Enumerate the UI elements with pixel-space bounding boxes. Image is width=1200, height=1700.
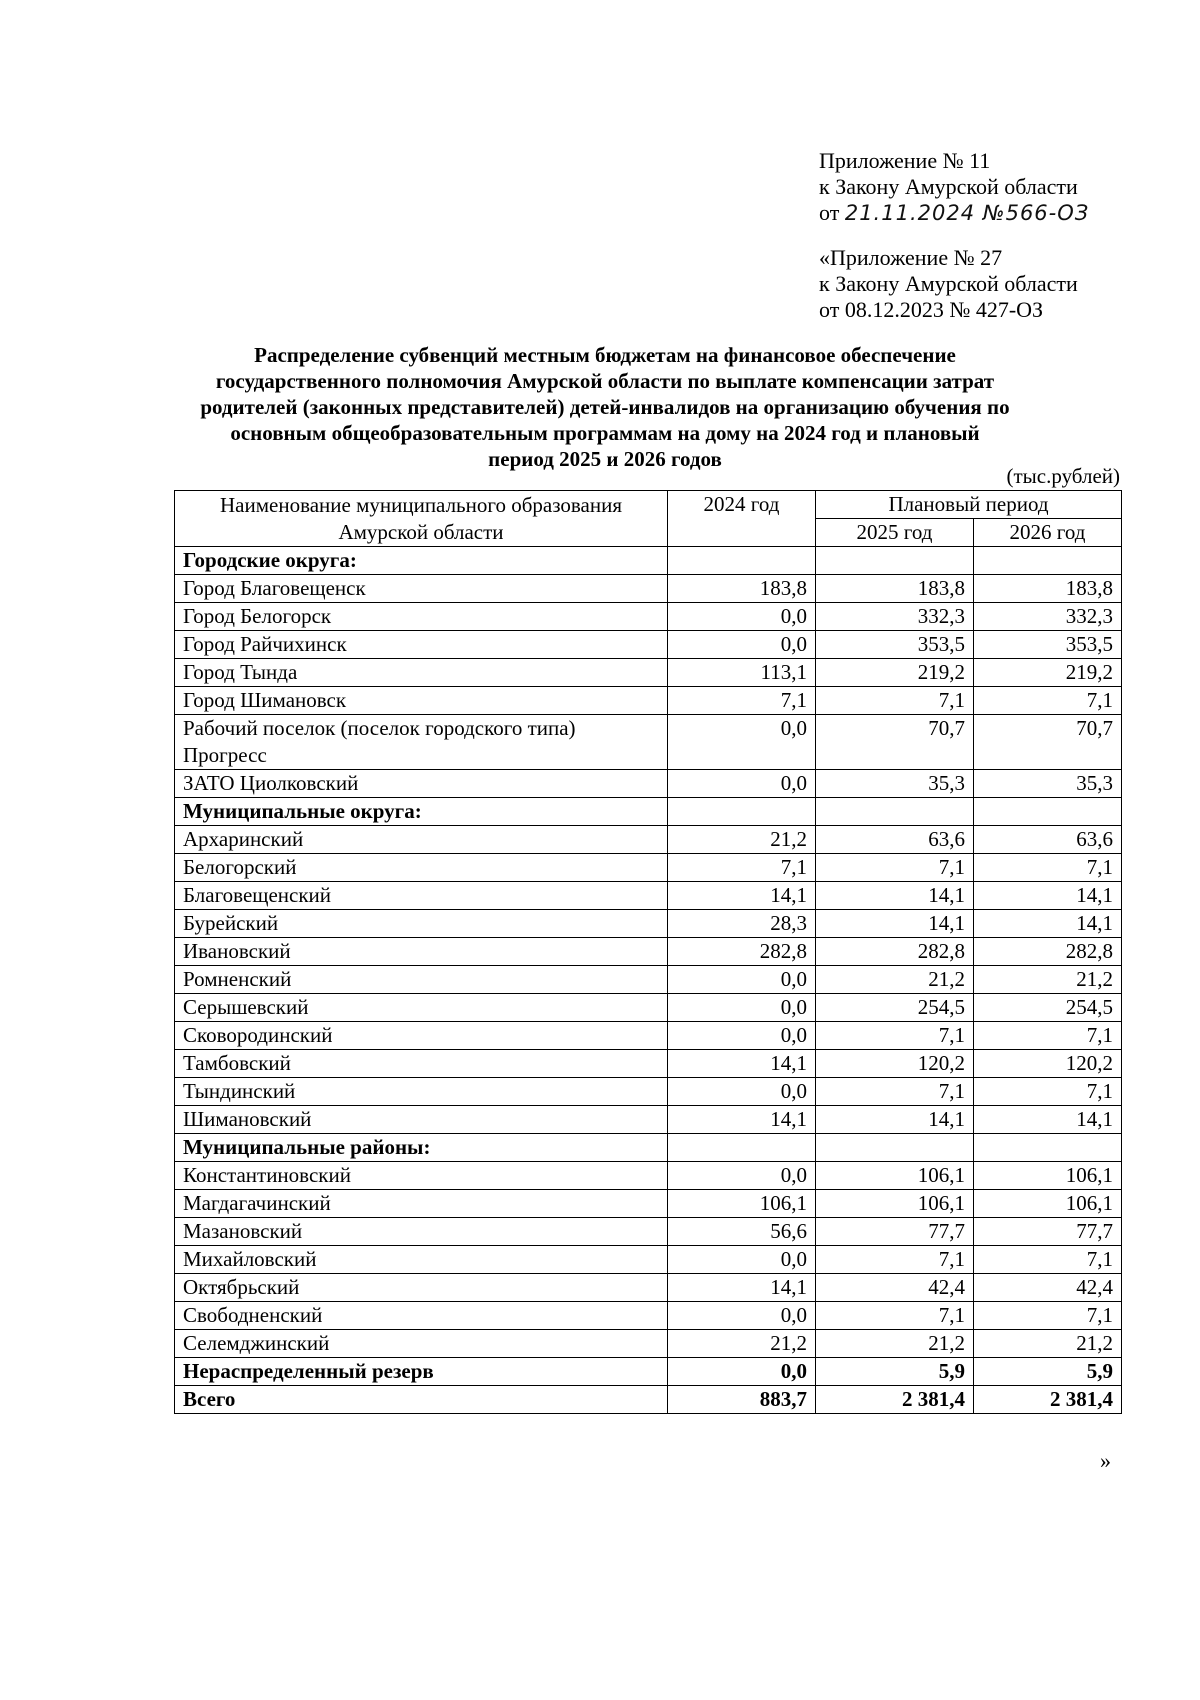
cell-2025: 120,2 (816, 1050, 974, 1078)
table-group-row (175, 798, 1122, 826)
cell-2026: 5,9 (974, 1358, 1122, 1386)
cell-2026: 183,8 (974, 575, 1122, 603)
cell-2026: 70,7 (974, 715, 1122, 770)
cell-2025: 7,1 (816, 687, 974, 715)
header-2024: 2024 год (668, 491, 816, 547)
cell-2025: 42,4 (816, 1274, 974, 1302)
cell-2026: 7,1 (974, 1078, 1122, 1106)
cell-2024: 7,1 (668, 687, 816, 715)
cell-2026: 35,3 (974, 770, 1122, 798)
cell-2026: 120,2 (974, 1050, 1122, 1078)
document-title (140, 342, 1070, 472)
cell-2024: 21,2 (668, 826, 816, 854)
table-row (175, 1246, 1122, 1274)
table-row (175, 575, 1122, 603)
cell-2025: 7,1 (816, 1246, 974, 1274)
cell-2026: 14,1 (974, 1106, 1122, 1134)
cell-2026: 7,1 (974, 1246, 1122, 1274)
table-row (175, 910, 1122, 938)
cell-municipality: Город Тында (175, 659, 668, 687)
cell-2025: 106,1 (816, 1162, 974, 1190)
cell-2024: 14,1 (668, 1050, 816, 1078)
cell-municipality: Константиновский (175, 1162, 668, 1190)
cell-2025: 219,2 (816, 659, 974, 687)
table-row (175, 1050, 1122, 1078)
cell-2024: 0,0 (668, 1078, 816, 1106)
cell-2025: 14,1 (816, 1106, 974, 1134)
cell-2024: 0,0 (668, 1246, 816, 1274)
cell-2024: 0,0 (668, 631, 816, 659)
header-2025: 2025 год (816, 519, 974, 547)
table-row (175, 1162, 1122, 1190)
cell-2025: 70,7 (816, 715, 974, 770)
cell-2024: 28,3 (668, 910, 816, 938)
cell-2026: 14,1 (974, 910, 1122, 938)
title-line-5: период 2025 и 2026 годов (488, 447, 722, 471)
cell-2024 (668, 798, 816, 826)
prior-appendix-line-1: «Приложение № 27 (819, 245, 1003, 270)
cell-2024: 14,1 (668, 882, 816, 910)
cell-municipality: Бурейский (175, 910, 668, 938)
cell-municipality: Муниципальные округа: (175, 798, 668, 826)
table-row (175, 1022, 1122, 1050)
cell-municipality: Ромненский (175, 966, 668, 994)
table-row (175, 659, 1122, 687)
cell-2024: 56,6 (668, 1218, 816, 1246)
cell-2026: 2 381,4 (974, 1386, 1122, 1414)
appendix-line-1: Приложение № 11 (819, 148, 991, 173)
cell-2024: 14,1 (668, 1274, 816, 1302)
cell-2026: 21,2 (974, 1330, 1122, 1358)
table-row (175, 631, 1122, 659)
table-row (175, 1218, 1122, 1246)
cell-municipality: Магдагачинский (175, 1190, 668, 1218)
cell-2026: 7,1 (974, 1022, 1122, 1050)
cell-2026 (974, 547, 1122, 575)
cell-municipality: Благовещенский (175, 882, 668, 910)
handwritten-date-number: 21.11.2024 №566-ОЗ (844, 201, 1090, 225)
cell-2026: 282,8 (974, 938, 1122, 966)
cell-municipality: Октябрьский (175, 1274, 668, 1302)
cell-municipality: Городские округа: (175, 547, 668, 575)
cell-2024: 0,0 (668, 603, 816, 631)
cell-municipality: Город Шимановск (175, 687, 668, 715)
cell-2024: 0,0 (668, 1302, 816, 1330)
cell-2024: 113,1 (668, 659, 816, 687)
cell-2025: 2 381,4 (816, 1386, 974, 1414)
cell-2026: 254,5 (974, 994, 1122, 1022)
prior-appendix-line-3: от 08.12.2023 № 427-ОЗ (819, 297, 1044, 322)
cell-municipality: Рабочий поселок (поселок городского типа) Прогресс (175, 715, 668, 770)
cell-2026: 353,5 (974, 631, 1122, 659)
header-municipality: Наименование муниципального образования Амурской области (175, 491, 668, 547)
cell-municipality: Город Белогорск (175, 603, 668, 631)
cell-municipality: ЗАТО Циолковский (175, 770, 668, 798)
cell-municipality: Тындинский (175, 1078, 668, 1106)
cell-2024: 883,7 (668, 1386, 816, 1414)
title-line-3: родителей (законных представителей) детей-инвалидов на организацию обучения по (200, 395, 1010, 419)
cell-municipality: Мазановский (175, 1218, 668, 1246)
cell-2024: 282,8 (668, 938, 816, 966)
table-row (175, 1078, 1122, 1106)
table-row (175, 603, 1122, 631)
cell-2024: 183,8 (668, 575, 816, 603)
cell-2025: 7,1 (816, 854, 974, 882)
cell-2024: 106,1 (668, 1190, 816, 1218)
cell-2024: 7,1 (668, 854, 816, 882)
cell-municipality: Селемджинский (175, 1330, 668, 1358)
cell-municipality: Сковородинский (175, 1022, 668, 1050)
table-row (175, 826, 1122, 854)
cell-2024: 21,2 (668, 1330, 816, 1358)
units-label: (тыс.рублей) (1006, 464, 1120, 488)
cell-municipality: Тамбовский (175, 1050, 668, 1078)
cell-2026: 106,1 (974, 1162, 1122, 1190)
cell-municipality: Шимановский (175, 1106, 668, 1134)
table-group-row (175, 547, 1122, 575)
cell-2025: 106,1 (816, 1190, 974, 1218)
cell-2026 (974, 1134, 1122, 1162)
cell-2025: 254,5 (816, 994, 974, 1022)
table-total-row (175, 1358, 1122, 1386)
closing-quote: » (1100, 1448, 1111, 1473)
table-total-row (175, 1386, 1122, 1414)
cell-2024: 0,0 (668, 1358, 816, 1386)
cell-municipality: Нераспределенный резерв (175, 1358, 668, 1386)
appendix-reference (819, 148, 1089, 226)
cell-2026: 21,2 (974, 966, 1122, 994)
cell-2024: 0,0 (668, 994, 816, 1022)
cell-2026: 77,7 (974, 1218, 1122, 1246)
title-line-2: государственного полномочия Амурской области по выплате компенсации затрат (215, 369, 995, 393)
cell-2025: 35,3 (816, 770, 974, 798)
cell-2026: 7,1 (974, 1302, 1122, 1330)
table-group-row (175, 1134, 1122, 1162)
table-row (175, 882, 1122, 910)
header-2026: 2026 год (974, 519, 1122, 547)
cell-2025 (816, 547, 974, 575)
cell-2025: 21,2 (816, 966, 974, 994)
appendix-date-prefix: от (819, 200, 840, 225)
cell-2024: 0,0 (668, 770, 816, 798)
cell-2025: 332,3 (816, 603, 974, 631)
cell-2025 (816, 1134, 974, 1162)
table-row (175, 687, 1122, 715)
cell-2025: 353,5 (816, 631, 974, 659)
subsidy-table (174, 490, 1122, 1414)
cell-2025: 183,8 (816, 575, 974, 603)
appendix-line-2: к Закону Амурской области (819, 174, 1078, 199)
cell-2024: 14,1 (668, 1106, 816, 1134)
cell-2026: 63,6 (974, 826, 1122, 854)
cell-2026: 42,4 (974, 1274, 1122, 1302)
title-line-1: Распределение субвенций местным бюджетам на финансовое обеспечение (254, 343, 956, 367)
cell-2024 (668, 1134, 816, 1162)
table-row (175, 1190, 1122, 1218)
cell-municipality: Свободненский (175, 1302, 668, 1330)
cell-2024: 0,0 (668, 715, 816, 770)
cell-2025: 7,1 (816, 1022, 974, 1050)
cell-2026: 7,1 (974, 687, 1122, 715)
cell-municipality: Серышевский (175, 994, 668, 1022)
table-row (175, 715, 1122, 770)
cell-2025: 21,2 (816, 1330, 974, 1358)
cell-2024: 0,0 (668, 966, 816, 994)
cell-municipality: Белогорский (175, 854, 668, 882)
title-line-4: основным общеобразовательным программам на дому на 2024 год и плановый (230, 421, 980, 445)
table-row (175, 994, 1122, 1022)
cell-2025: 14,1 (816, 882, 974, 910)
cell-2025: 63,6 (816, 826, 974, 854)
cell-2026: 14,1 (974, 882, 1122, 910)
cell-municipality: Ивановский (175, 938, 668, 966)
table-row (175, 854, 1122, 882)
cell-2024: 0,0 (668, 1022, 816, 1050)
table-body (175, 547, 1122, 1414)
cell-municipality: Город Райчихинск (175, 631, 668, 659)
cell-2025: 77,7 (816, 1218, 974, 1246)
cell-2026: 7,1 (974, 854, 1122, 882)
table-row (175, 1330, 1122, 1358)
cell-municipality: Всего (175, 1386, 668, 1414)
cell-2025: 7,1 (816, 1078, 974, 1106)
cell-2026: 106,1 (974, 1190, 1122, 1218)
appendix-line-3 (819, 200, 1089, 226)
header-planned-period: Плановый период (816, 491, 1122, 519)
cell-2024: 0,0 (668, 1162, 816, 1190)
cell-2025: 7,1 (816, 1302, 974, 1330)
prior-appendix-line-2: к Закону Амурской области (819, 271, 1078, 296)
cell-2025: 5,9 (816, 1358, 974, 1386)
cell-2025: 14,1 (816, 910, 974, 938)
table-header-row-1 (175, 491, 1122, 519)
table-row (175, 966, 1122, 994)
cell-municipality: Михайловский (175, 1246, 668, 1274)
cell-2024 (668, 547, 816, 575)
table-row (175, 938, 1122, 966)
prior-appendix-reference (819, 245, 1078, 323)
cell-municipality: Архаринский (175, 826, 668, 854)
table-row (175, 1106, 1122, 1134)
cell-2025: 282,8 (816, 938, 974, 966)
cell-2026: 219,2 (974, 659, 1122, 687)
table-row (175, 1274, 1122, 1302)
table-row (175, 770, 1122, 798)
cell-municipality: Город Благовещенск (175, 575, 668, 603)
table-row (175, 1302, 1122, 1330)
cell-2026: 332,3 (974, 603, 1122, 631)
cell-2026 (974, 798, 1122, 826)
cell-municipality: Муниципальные районы: (175, 1134, 668, 1162)
cell-2025 (816, 798, 974, 826)
